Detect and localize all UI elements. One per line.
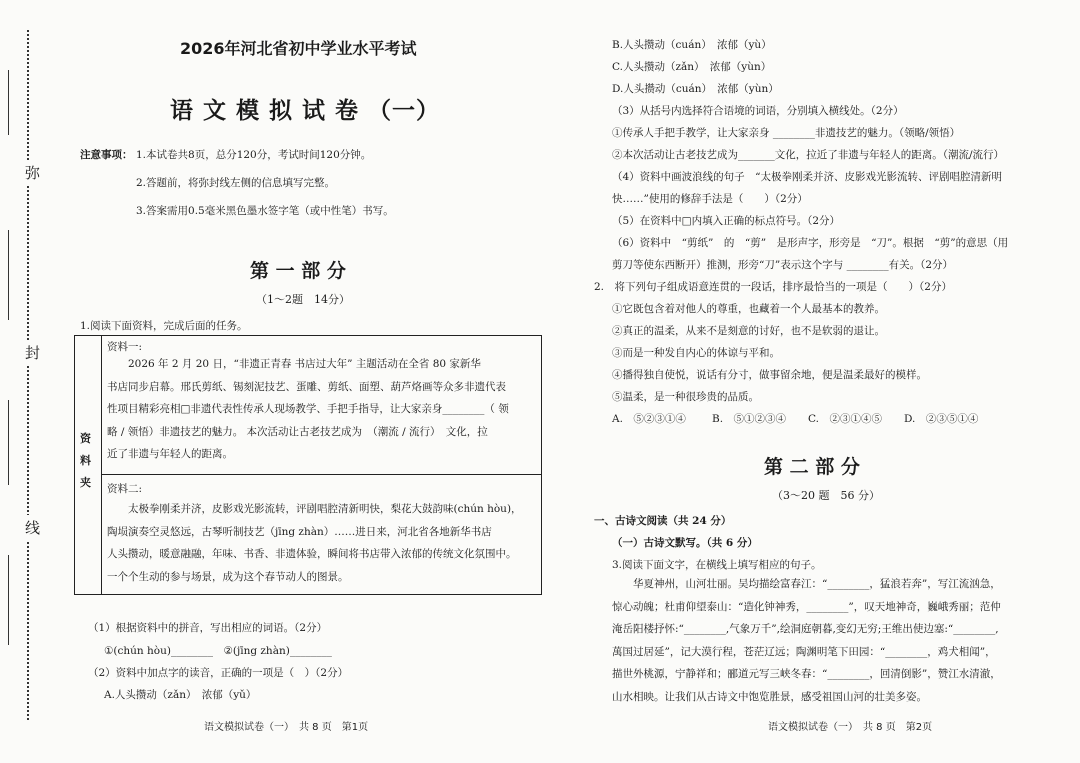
q3-passage-line: 萬国过居延”，记大漠行程，苍茫辽远；陶渊明笔下田园：“________，鸡犬相闻”， xyxy=(612,645,996,658)
task-3-b: ②本次活动让古老技艺成为_______文化，拉近了非遗与年轻人的距离。（潮流/流行） xyxy=(612,149,1005,161)
resource-2-title: 资料二: xyxy=(107,483,143,495)
q3-passage-line: 山水相映。让我们从古诗文中饱览胜景，感受祖国山河的壮美多姿。 xyxy=(612,690,927,703)
resource-1-line: 近了非遗与年轻人的距离。 xyxy=(107,448,233,460)
resource-2-line: 陶埙演奏空灵悠远，古琴听制技艺（jīng zhàn）……进日来，河北省各地新华书店 xyxy=(107,525,492,538)
resource-2-line: 太极拳刚柔并济，皮影戏光影流转，评剧唱腔清新明快，梨花大鼓韵味(chún hòu)， xyxy=(107,503,522,515)
q2-option: A. ⑤②③①④ xyxy=(612,413,686,425)
resource-1-line: 性项目精彩亮相□非遗代表性传承人现场教学、手把手指导，让大家亲身________（ 领 xyxy=(107,403,509,415)
section-1-title: 一、古诗文阅读（共 24 分） xyxy=(594,515,732,527)
q2-option: D. ②③⑤①④ xyxy=(904,413,979,425)
binding-field-line xyxy=(8,400,9,485)
seal-char-xian: 线 xyxy=(25,515,40,540)
resource-1-line: 略 / 领悟）非遗技艺的魅力。 本次活动让古老技艺成为 （潮流 / 流行） 文化，拉 xyxy=(107,425,488,438)
notes-label: 注意事项： xyxy=(80,149,133,161)
resource-2-line: 人头攒动，暖意融融，年味、书香、非遗体验，瞬间将书店带入浓郁的传统文化氛围中。 xyxy=(107,548,517,560)
part1-subtitle: （1～2题 14分） xyxy=(256,293,350,306)
resource-1-line: 书店同步启幕。邢氏剪纸、锡刻泥技艺、蛋雕、剪纸、面塑、葫芦烙画等众多非遗代表 xyxy=(107,380,506,393)
side-label-char: 资 xyxy=(80,432,91,445)
task-6-line2: 剪刀等使东西断开）推测，形旁“刀”表示这个字与 ________有关。（2分） xyxy=(612,259,954,271)
option-a: A.人头攒动（zǎn） 浓郁（yǔ） xyxy=(104,689,257,701)
task-6-line1: （6）资料中 “剪纸” 的 “剪” 是形声字，形旁是 “刀”。根据 “剪”的意思（用 xyxy=(612,237,1009,249)
page-footer-1: 语文模拟试卷（一） 共 8 页 第1页 xyxy=(204,722,369,733)
task-3-a: ①传承人手把手教学，让大家亲身 ________非遗技艺的魅力。（领略/领悟） xyxy=(612,127,961,139)
q2-option: B. ⑤①②③④ xyxy=(712,413,787,425)
task-4-line2: 快……”使用的修辞手法是（ ）（2分） xyxy=(612,193,808,205)
q2-sentence: ②真正的温柔，从来不是刻意的讨好，也不是软弱的退让。 xyxy=(612,325,885,337)
binding-field-line xyxy=(8,230,9,320)
part2-title: 第 二 部 分 xyxy=(764,456,860,478)
resource-box xyxy=(74,335,542,595)
seal-char-feng: 封 xyxy=(25,340,40,365)
task-4-line1: （4）资料中画波浪线的句子 “太极拳刚柔并济、皮影戏光影流转、评剧唱腔清新明 xyxy=(612,171,1003,183)
option-b: B.人头攒动（cuán） 浓郁（yù） xyxy=(612,39,772,51)
section-1a-title: （一）古诗文默写。（共 6 分） xyxy=(612,537,758,549)
side-label-char: 夹 xyxy=(80,476,91,489)
q2-option: C. ②③①④⑤ xyxy=(808,413,882,425)
resource-1-line: 2026 年 2 月 20 日，“非遗正青春 书店过大年” 主题活动在全省 80 家新华 xyxy=(107,358,481,370)
q3-passage-line: 华夏神州，山河壮丽。吴均描绘富春江：“________，猛浪若奔”，写江流汹急， xyxy=(612,578,1001,590)
note-item: 3.答案需用0.5毫米黑色墨水签字笔（或中性笔）书写。 xyxy=(136,205,394,217)
q2-sentence: ③而是一种发自内心的体谅与平和。 xyxy=(612,347,780,359)
seal-char-mi: 弥 xyxy=(25,160,40,185)
resource-1-title: 资料一: xyxy=(107,341,143,353)
q2-sentence: ④播得独自使悦，说话有分寸，做事留余地，便是温柔最好的模样。 xyxy=(612,369,927,381)
note-item: 2.答题前，将弥封线左侧的信息填写完整。 xyxy=(136,177,336,189)
task-1: （1）根据资料中的拼音，写出相应的词语。（2分） xyxy=(88,622,328,634)
part1-title: 第 一 部 分 xyxy=(250,260,346,282)
q3-passage-line: 淹岳阳楼抒怀:“________,气象万千”,绘洞庭朝暮,变幻无穷;王维出使边塞:“________, xyxy=(612,623,999,635)
q1-intro: 1.阅读下面资料，完成后面的任务。 xyxy=(80,320,248,332)
task-3: （3）从括号内选择符合语境的词语，分别填入横线处。（2分） xyxy=(612,105,904,117)
paper-title: 语 文 模 拟 试 卷 （一） xyxy=(170,98,441,124)
q2-sentence: ①它既包含着对他人的尊重，也藏着一个人最基本的教养。 xyxy=(612,303,885,315)
task-2: （2）资料中加点字的读音，正确的一项是（ ）（2分） xyxy=(88,667,349,679)
option-c: C.人头攒动（zǎn） 浓郁（yùn） xyxy=(612,61,772,73)
q2-sentence: ⑤温柔，是一种很珍贵的品质。 xyxy=(612,391,759,403)
exam-title: 2026年河北省初中学业水平考试 xyxy=(180,39,417,58)
page-footer-2: 语文模拟试卷（一） 共 8 页 第2页 xyxy=(768,722,933,733)
note-item: 1.本试卷共8页，总分120分，考试时间120分钟。 xyxy=(136,149,372,161)
part2-subtitle: （3～20 题 56 分） xyxy=(772,489,880,502)
resource-2-line: 一个个生动的参与场景，成为这个春节动人的图景。 xyxy=(107,570,349,583)
q3-prompt: 3.阅读下面文字，在横线上填写相应的句子。 xyxy=(612,559,822,571)
side-label-char: 料 xyxy=(80,454,91,467)
q2-prompt: 2. 将下列句子组成语意连贯的一段话，排序最恰当的一项是（ ）（2分） xyxy=(594,281,952,293)
binding-field-line xyxy=(8,70,9,135)
q3-passage-line: 惊心动魄；杜甫仰望泰山：“造化钟神秀，________”，叹天地神奇，巍峨秀丽；范仲 xyxy=(612,600,1001,613)
task-5: （5）在资料中□内填入正确的标点符号。（2分） xyxy=(612,215,841,227)
task-1-blanks: ①(chún hòu)________ ②(jīng zhàn)________ xyxy=(104,645,332,657)
binding-field-line xyxy=(8,555,9,645)
seal-dotted-line xyxy=(27,30,29,720)
q3-passage-line: 描世外桃源，宁静祥和；郦道元写三峡冬春：“________，回清倒影”，赞江水清澈， xyxy=(612,668,1001,680)
option-d: D.人头攒动（cuán） 浓郁（yùn） xyxy=(612,83,779,95)
